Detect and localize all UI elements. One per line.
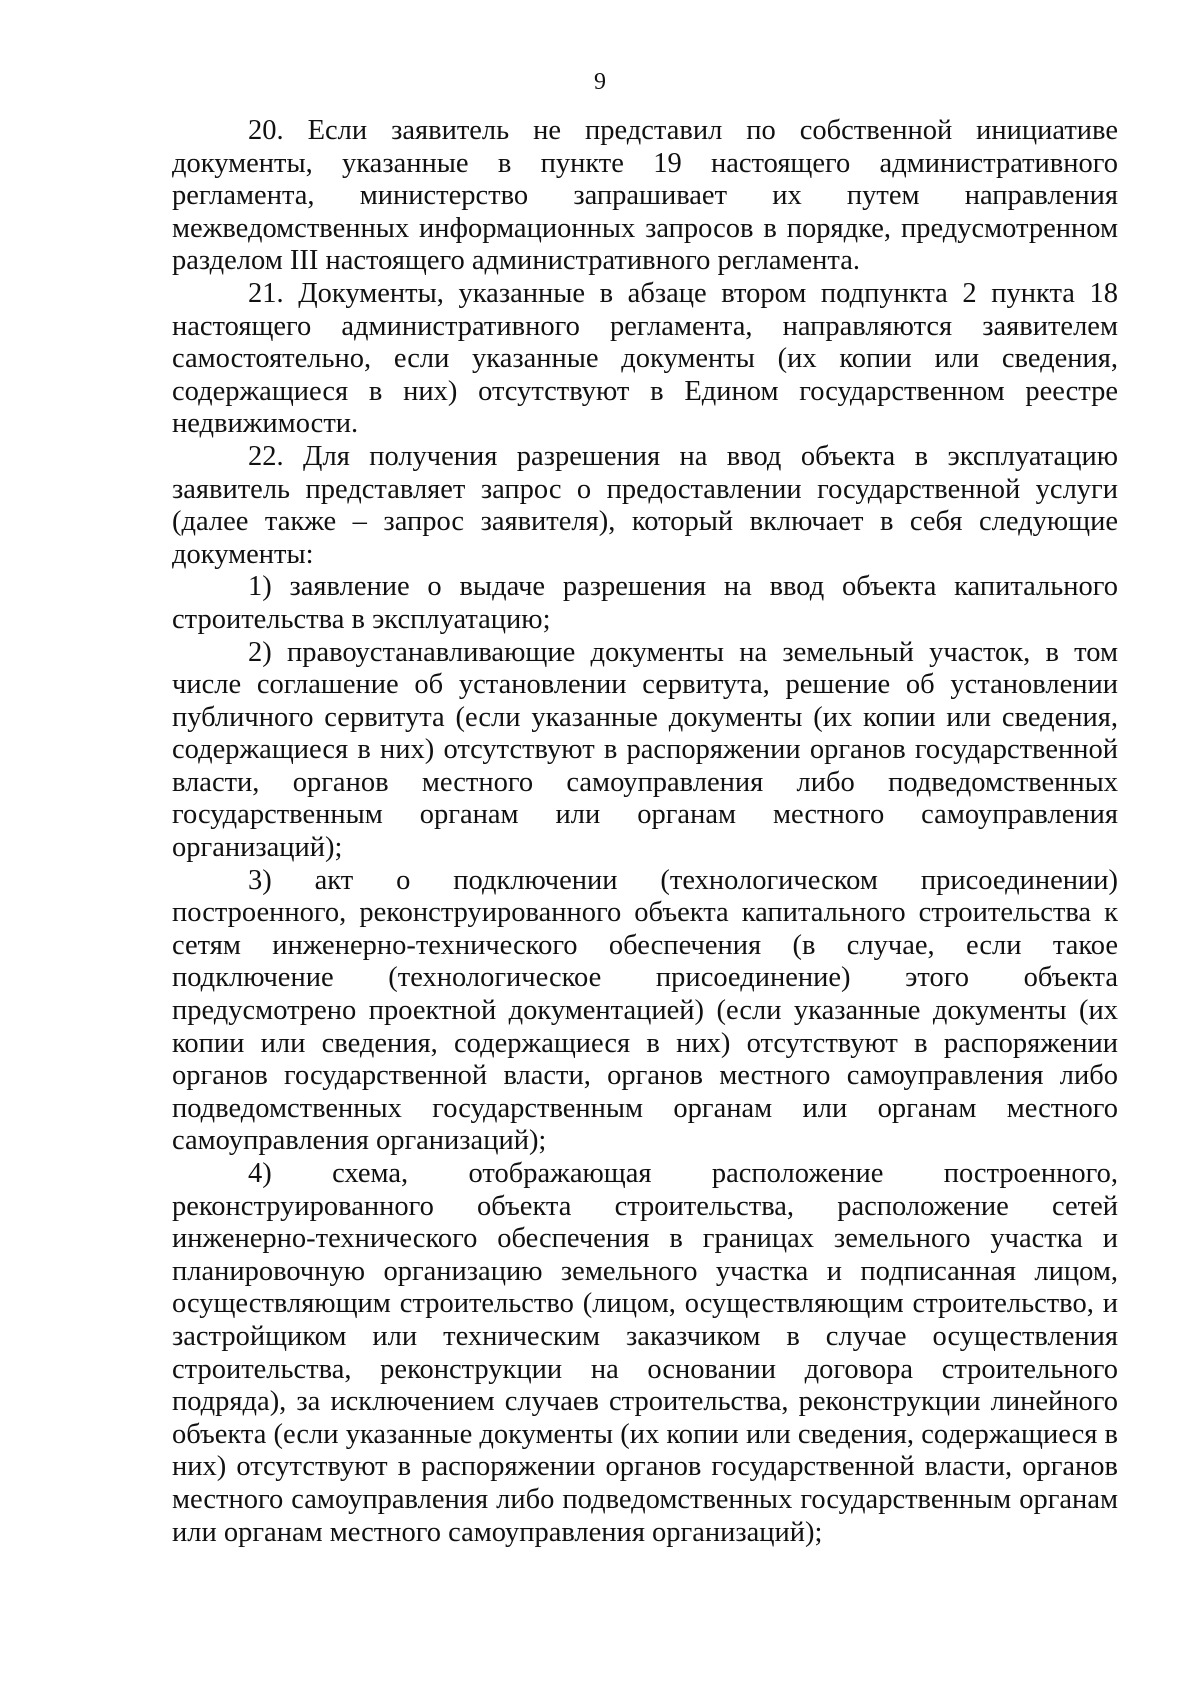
paragraph-22: 22. Для получения разрешения на ввод объекта в эксплуатацию заявитель представляет запрос о предоставлении государственной услуги (далее также – запрос заявителя), который включает в себя следующие документы: [172, 440, 1118, 570]
document-body [172, 115, 1118, 1549]
paragraph-21: 21. Документы, указанные в абзаце втором подпункта 2 пункта 18 настоящего административного регламента, направляются заявителем самостоятельно, если указанные документы (их копии или сведения, содержащиеся в них) отсутствуют в Едином государственном реестре недвижимости. [172, 277, 1118, 440]
list-item-1: 1) заявление о выдаче разрешения на ввод объекта капитального строительства в эксплуатацию; [172, 571, 1118, 635]
page-number: 9 [594, 69, 606, 95]
paragraph-20: 20. Если заявитель не представил по собственной инициативе документы, указанные в пункте 19 настоящего административного регламента, министерство запрашивает их путем направления межведомственных информационных запросов в порядке, предусмотренном разделом III настоящего административного регламента. [172, 115, 1118, 277]
list-item-3: 3) акт о подключении (технологическом присоединении) построенного, реконструированного объекта капитального строительства к сетям инженерно-технического обеспечения (в случае, если такое подключение (технологическое присоединение) этого объекта предусмотрено проектной документацией) (если указанные документы (их копии или сведения, содержащиеся в них) отсутствуют в распоряжении органов государственной власти, органов местного самоуправления либо подведомственных государственным органам или органам местного самоуправления организаций); [172, 864, 1118, 1157]
list-item-2: 2) правоустанавливающие документы на земельный участок, в том числе соглашение об установлении сервитута, решение об установлении публичного сервитута (если указанные документы (их копии или сведения, содержащиеся в них) отсутствуют в распоряжении органов государственной власти, органов местного самоуправления либо подведомственных государственным органам или органам местного самоуправления организаций); [172, 636, 1118, 864]
list-item-4: 4) схема, отображающая расположение построенного, реконструированного объекта строительства, расположение сетей инженерно-технического обеспечения в границах земельного участка и планировочную организацию земельного участка и подписанная лицом, осуществляющим строительство (лицом, осуществляющим строительство, и застройщиком или техническим заказчиком в случае осуществления строительства, реконструкции на основании договора строительного подряда), за исключением случаев строительства, реконструкции линейного объекта (если указанные документы (их копии или сведения, содержащиеся в них) отсутствуют в распоряжении органов государственной власти, органов местного самоуправления либо подведомственных государственным органам или органам местного самоуправления организаций); [172, 1158, 1118, 1548]
